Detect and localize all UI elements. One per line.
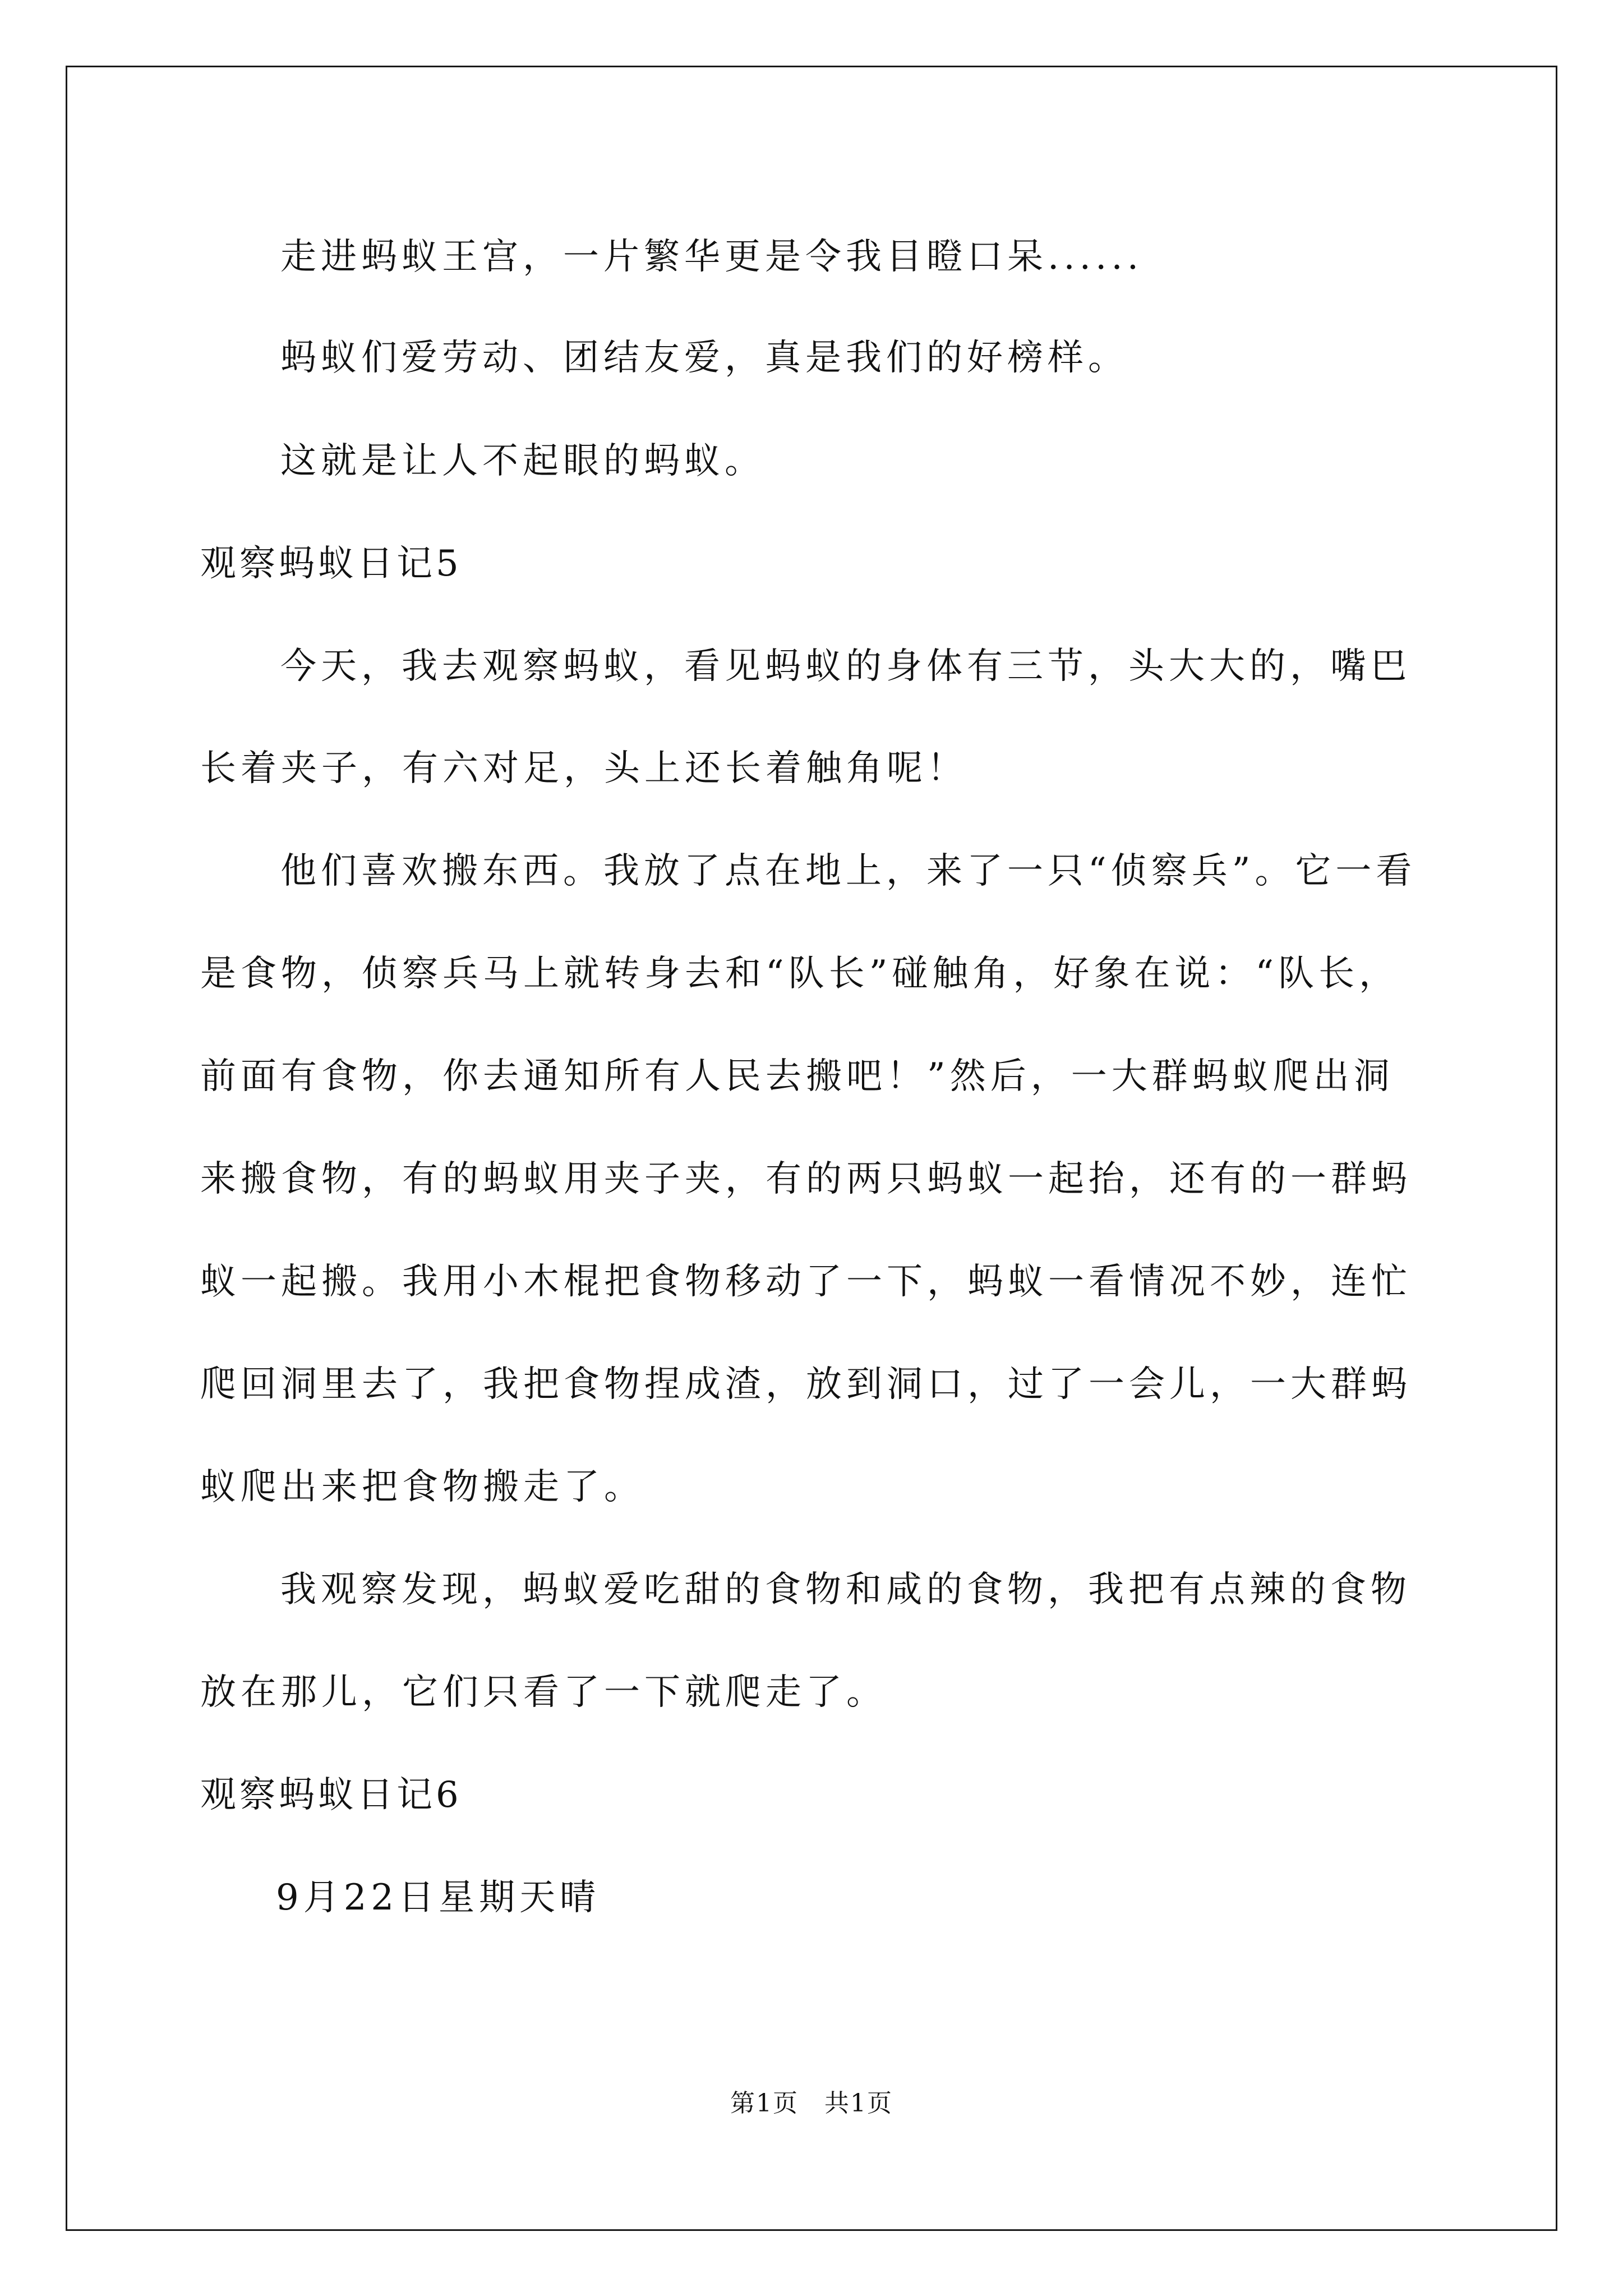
paragraph-line: 是食物，侦察兵马上就转身去和“队长”碰触角，好象在说：“队长， — [200, 953, 1400, 995]
paragraph-line: 蚂蚁们爱劳动、团结友爱，真是我们的好榜样。 — [280, 337, 1128, 379]
paragraph-line: 长着夹子，有六对足，头上还长着触角呢！ — [200, 748, 967, 789]
section-heading: 观察蚂蚁日记6 — [200, 1774, 462, 1816]
paragraph-line: 今天，我去观察蚂蚁，看见蚂蚁的身体有三节，头大大的，嘴巴 — [280, 646, 1411, 687]
paragraph-line: 走进蚂蚁王宫，一片繁华更是令我目瞪口呆...... — [280, 236, 1144, 278]
paragraph-line: 放在那儿，它们只看了一下就爬走了。 — [200, 1672, 887, 1713]
section-heading: 观察蚂蚁日记5 — [200, 543, 462, 585]
paragraph-line: 蚁爬出来把食物搬走了。 — [200, 1466, 644, 1508]
paragraph-line: 来搬食物，有的蚂蚁用夹子夹，有的两只蚂蚁一起抬，还有的一群蚂 — [200, 1158, 1412, 1200]
date-line: 9月22日星期天晴 — [276, 1877, 601, 1918]
paragraph-line: 他们喜欢搬东西。我放了点在地上，来了一只“侦察兵”。它一看 — [280, 850, 1417, 892]
paragraph-line: 我观察发现，蚂蚁爱吃甜的食物和咸的食物，我把有点辣的食物 — [280, 1569, 1411, 1611]
page-footer: 第1页 共1页 — [730, 2089, 893, 2118]
paragraph-line: 蚁一起搬。我用小木棍把食物移动了一下，蚂蚁一看情况不妙，连忙 — [200, 1261, 1412, 1303]
paragraph-line: 爬回洞里去了，我把食物捏成渣，放到洞口，过了一会儿，一大群蚂 — [200, 1364, 1412, 1405]
paragraph-line: 这就是让人不起眼的蚂蚁。 — [280, 440, 765, 482]
paragraph-line: 前面有食物，你去通知所有人民去搬吧！”然后，一大群蚂蚁爬出洞 — [200, 1056, 1394, 1097]
